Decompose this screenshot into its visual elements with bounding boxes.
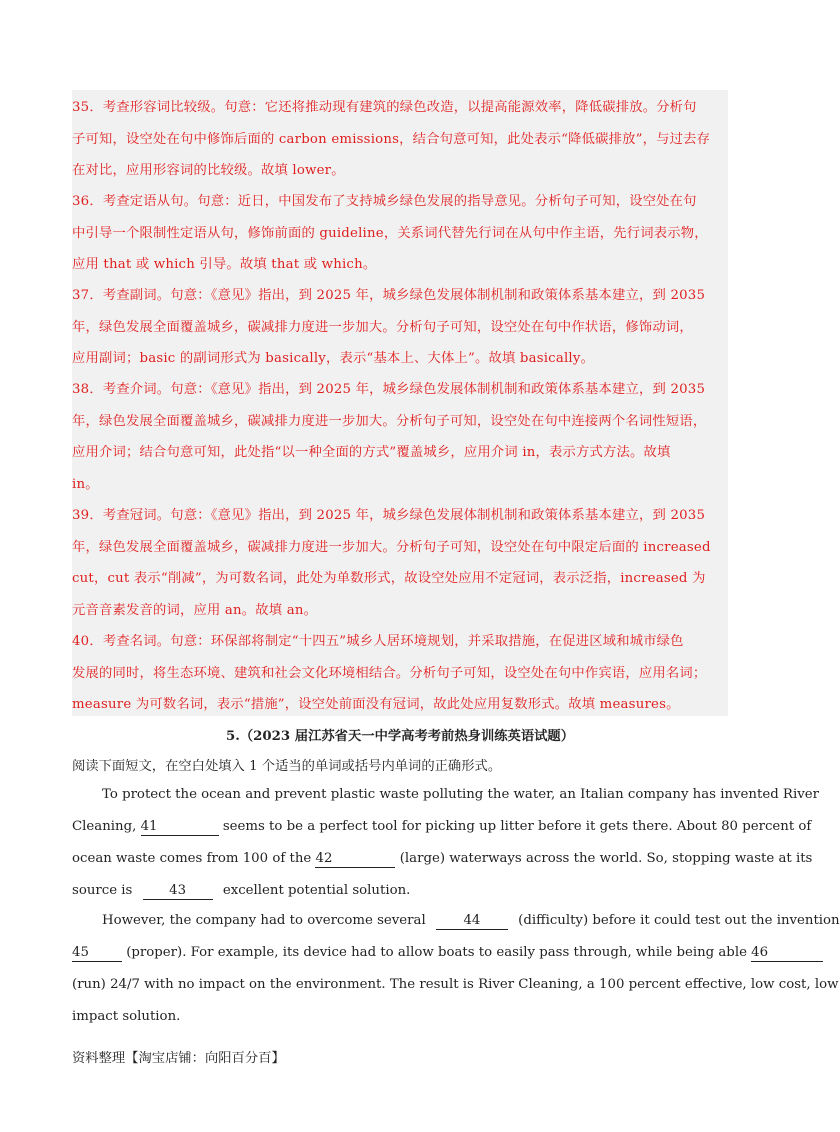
passage-line: To protect the ocean and prevent plastic waste polluting the water, an Italian company has invented River <box>102 787 819 802</box>
passage-line <box>72 843 813 875</box>
text-segment: ocean waste comes from 100 of the <box>72 851 312 866</box>
text-segment: source is <box>72 883 133 898</box>
answer-line: 37．考查副词。句意：《意见》指出，到 2025 年，城乡绿色发展体制机制和政策体系基本建立，到 2035 <box>72 288 706 303</box>
answer-line: measure 为可数名词，表示“措施”，设空处前面没有冠词，故此处应用复数形式。故填 measures。 <box>72 697 680 712</box>
text-segment: seems to be a perfect tool for picking up litter before it gets there. About 80 percent of <box>222 819 812 834</box>
answer-line: 39．考查冠词。句意：《意见》指出，到 2025 年，城乡绿色发展体制机制和政策体系基本建立，到 2035 <box>72 508 706 523</box>
answer-line: in。 <box>72 476 99 492</box>
text-segment: (proper). For example, its device had to allow boats to easily pass through, while being able <box>126 945 747 960</box>
blank-44: 44 <box>436 913 508 930</box>
answer-line: 元音音素发音的词，应用 an。故填 an。 <box>72 602 318 618</box>
text-segment: Cleaning, <box>72 819 137 834</box>
answer-line: 年，绿色发展全面覆盖城乡，碳减排力度进一步加大。分析句子可知，设空处在句中连接两个名词性短语， <box>72 413 707 429</box>
answer-line: 在对比，应用形容词的比较级。故填 lower。 <box>72 163 345 178</box>
answer-line: 40．考查名词。句意：环保部将制定“十四五”城乡人居环境规划，并采取措施，在促进区域和城市绿色 <box>72 634 684 649</box>
answer-item <box>72 374 728 500</box>
answer-line: 子可知，设空处在句中修饰后面的 carbon emissions，结合句意可知，此处表示“降低碳排放”，与过去存 <box>72 131 711 147</box>
passage-line <box>72 905 840 937</box>
answer-line: 应用 that 或 which 引导。故填 that 或 which。 <box>72 257 377 272</box>
text-segment: (difficulty) before it could test out the invention <box>518 913 840 928</box>
answer-item <box>72 186 728 281</box>
passage-paragraph-1 <box>72 779 819 907</box>
answer-line: 36．考查定语从句。句意：近日，中国发布了支持城乡绿色发展的指导意见。分析句子可知，设空处在句 <box>72 194 697 209</box>
blank-41: 41 <box>141 819 219 836</box>
text-segment: excellent potential solution. <box>222 883 411 898</box>
answer-line: cut，cut 表示“削减”，为可数名词，此处为单数形式，故设空处应用不定冠词，表示泛指，increased 为 <box>72 571 706 586</box>
answer-item <box>72 500 728 626</box>
answer-line: 35．考查形容词比较级。句意：它还将推动现有建筑的绿色改造，以提高能源效率，降低碳排放。分析句 <box>72 100 697 115</box>
section-title: 5.（2023 届江苏省天一中学高考考前热身训练英语试题） <box>225 729 575 744</box>
passage-line: impact solution. <box>72 1009 181 1024</box>
blank-46: 46 <box>751 945 823 962</box>
blank-45: 45 <box>72 945 122 962</box>
answer-line: 应用副词；basic 的副词形式为 basically，表示“基本上、大体上”。故填 basically。 <box>72 351 595 366</box>
answer-line: 38．考查介词。句意：《意见》指出，到 2025 年，城乡绿色发展体制机制和政策体系基本建立，到 2035 <box>72 382 706 397</box>
blank-43: 43 <box>143 883 213 900</box>
answer-line: 中引导一个限制性定语从句，修饰前面的 guideline，关系词代替先行词在从句中作主语，先行词表示物， <box>72 225 708 241</box>
answer-item <box>72 92 728 187</box>
answer-line: 应用介词；结合句意可知，此处指“以一种全面的方式”覆盖城乡，应用介词 in，表示方式方法。故填 <box>72 445 671 460</box>
answer-line: 年，绿色发展全面覆盖城乡，碳减排力度进一步加大。分析句子可知，设空处在句中限定后面的 increased <box>72 539 711 555</box>
passage-line <box>72 811 812 843</box>
answer-item <box>72 626 728 721</box>
passage-paragraph-2 <box>72 905 840 1033</box>
passage-line <box>72 875 728 907</box>
passage-line: (run) 24/7 with no impact on the environment. The result is River Cleaning, a 100 percent effective, low cost, low <box>72 977 839 992</box>
answer-line: 发展的同时，将生态环境、建筑和社会文化环境相结合。分析句子可知，设空处在句中作宾语，应用名词； <box>72 665 707 681</box>
text-segment: (large) waterways across the world. So, stopping waste at its <box>399 851 813 866</box>
text-segment: However, the company had to overcome several <box>102 913 426 928</box>
blank-42: 42 <box>315 851 395 868</box>
answer-line: 年，绿色发展全面覆盖城乡，碳减排力度进一步加大。分析句子可知，设空处在句中作状语，修饰动词， <box>72 319 693 335</box>
instruction-text: 阅读下面短文，在空白处填入 1 个适当的单词或括号内单词的正确形式。 <box>72 759 502 774</box>
footer-source: 资料整理【淘宝店铺：向阳百分百】 <box>72 1051 285 1066</box>
answer-item <box>72 280 728 375</box>
passage-line <box>72 937 769 969</box>
